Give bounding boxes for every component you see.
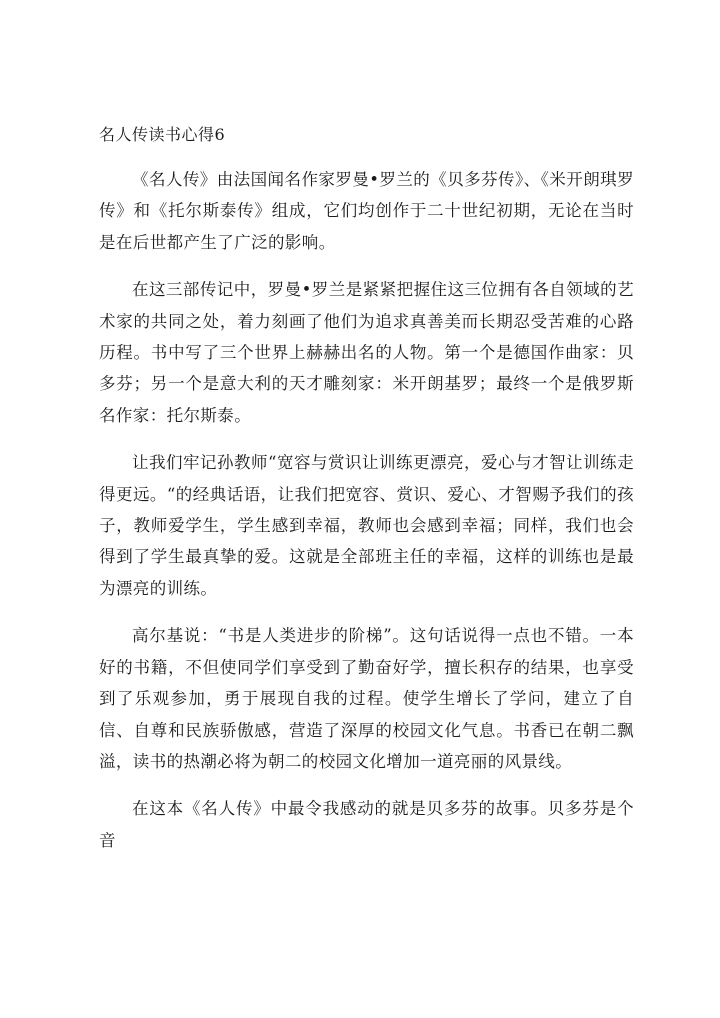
paragraph-1: 《名人传》由法国闻名作家罗曼•罗兰的《贝多芬传》、《米开朗琪罗传》和《托尔斯泰传》组成，它们均创作于二十世纪初期，无论在当时是在后世都产生了广泛的影响。 [99,170,634,252]
document-title: 名人传读书心得6 [99,125,226,144]
paragraph-3: 让我们牢记孙教师“宽容与赏识让训练更漂亮，爱心与才智让训练走得更远。“的经典话语，让我们把宽容、赏识、爱心、才智赐予我们的孩子，教师爱学生，学生感到幸福，教师也会感到幸福；同样，我们也会得到了学生最真挚的爱。这就是全部班主任的幸福，这样的训练也是最为漂亮的训练。 [99,453,634,598]
paragraph-2: 在这三部传记中，罗曼•罗兰是紧紧把握住这三位拥有各自领域的艺术家的共同之处，着力刻画了他们为追求真善美而长期忍受苦难的心路历程。书中写了三个世界上赫赫出名的人物。第一个是德国作曲家：贝多芬；另一个是意大利的天才雕刻家：米开朗基罗；最终一个是俄罗斯名作家：托尔斯泰。 [99,280,634,425]
paragraph-4: 高尔基说：“书是人类进步的阶梯”。这句话说得一点也不错。一本好的书籍，不但使同学们享受到了勤奋好学，擅长积存的结果，也享受到了乐观参加，勇于展现自我的过程。使学生增长了学问，建立了自信、自尊和民族骄傲感，营造了深厚的校园文化气息。书香已在朝二飘溢，读书的热潮必将为朝二的校园文化增加一道亮丽的风景线。 [99,626,634,771]
paragraph-5: 在这本《名人传》中最令我感动的就是贝多芬的故事。贝多芬是个音 [99,799,634,850]
